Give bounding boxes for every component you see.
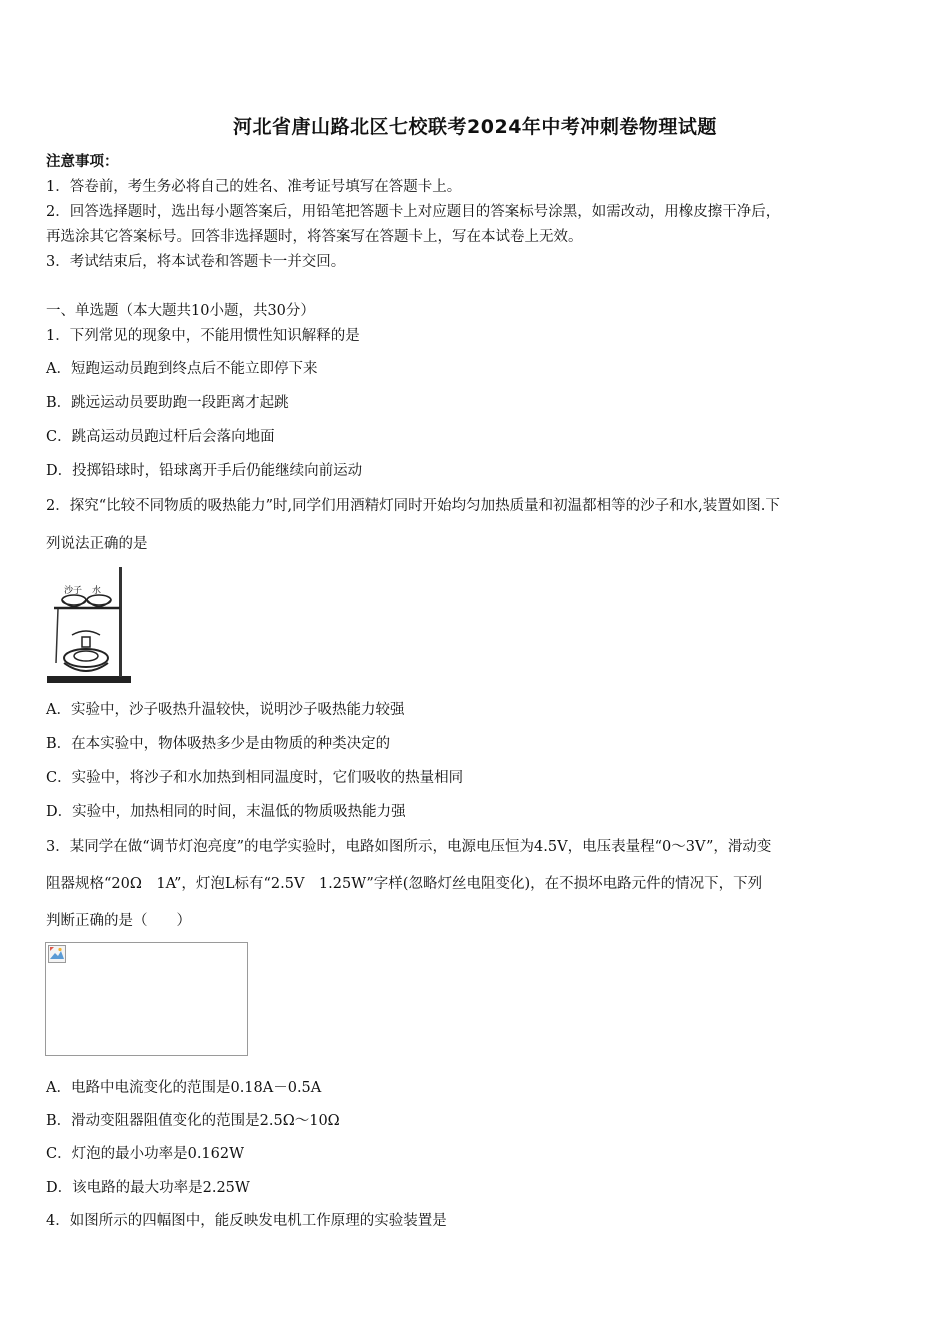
question-1-option-b: B．跳远运动员要助跑一段距离才起跳 [46, 395, 289, 411]
notice-heading: 注意事项： [46, 153, 119, 170]
question-1-stem: 1．下列常见的现象中，不能用惯性知识解释的是 [46, 328, 360, 344]
notice-item: 2．回答选择题时，选出每小题答案后，用铅笔把答题卡上对应题目的答案标号涂黑，如需改动，用橡皮擦干净后， [46, 204, 781, 220]
notice-item: 1．答卷前，考生务必将自己的姓名、准考证号填写在答题卡上。 [46, 179, 462, 195]
stand-rod [119, 567, 122, 677]
exam-title: 河北省唐山路北区七校联考2024年中考冲刺卷物理试题 [233, 116, 717, 138]
broken-image-icon [48, 945, 66, 963]
question-3-option-d: D．该电路的最大功率是2.25W [46, 1180, 250, 1196]
stand-base [47, 676, 131, 683]
question-2-option-a: A．实验中，沙子吸热升温较快，说明沙子吸热能力较强 [46, 702, 405, 718]
heating-apparatus-figure [44, 563, 134, 685]
circuit-figure-placeholder [45, 942, 248, 1056]
question-4-stem: 4．如图所示的四幅图中，能反映发电机工作原理的实验装置是 [46, 1213, 447, 1229]
question-2-stem-line-1: 2．探究“比较不同物质的吸热能力”时,同学们用酒精灯同时开始均匀加热质量和初温都相等的沙子和水,装置如图.下 [46, 498, 780, 514]
question-2-option-b: B．在本实验中，物体吸热多少是由物质的种类决定的 [46, 736, 391, 752]
question-3-option-a: A．电路中电流变化的范围是0.18A－0.5A [46, 1080, 322, 1096]
question-3-stem-line-1: 3．某同学在做“调节灯泡亮度”的电学实验时，电路如图所示，电源电压恒为4.5V，电压表量程“0～3V”，滑动变 [46, 839, 772, 855]
question-1-option-c: C．跳高运动员跑过杆后会落向地面 [46, 429, 275, 445]
alcohol-lamp-wick [82, 637, 90, 647]
question-2-stem-line-2: 列说法正确的是 [46, 536, 148, 552]
question-1-option-a: A．短跑运动员跑到终点后不能立即停下来 [46, 361, 318, 377]
question-3-stem-line-2: 阻器规格“20Ω 1A”，灯泡L标有“2.5V 1.25W”字样(忽略灯丝电阻变化)，在不损坏电路元件的情况下，下列 [46, 876, 763, 892]
label-sand: 沙子 [64, 586, 83, 596]
section-heading: 一、单选题（本大题共10小题，共30分） [46, 303, 315, 319]
notice-item: 3．考试结束后，将本试卷和答题卡一并交回。 [46, 254, 346, 270]
question-3-option-b: B．滑动变阻器阻值变化的范围是2.5Ω～10Ω [46, 1113, 340, 1129]
question-1-option-d: D．投掷铅球时，铅球离开手后仍能继续向前运动 [46, 463, 363, 479]
question-2-option-d: D．实验中，加热相同的时间，末温低的物质吸热能力强 [46, 804, 406, 820]
question-3-stem-line-3: 判断正确的是（ ） [46, 913, 191, 929]
label-water: 水 [92, 586, 102, 596]
notice-item: 再选涂其它答案标号。回答非选择题时，将答案写在答题卡上，写在本试卷上无效。 [46, 229, 583, 245]
question-3-option-c: C．灯泡的最小功率是0.162W [46, 1146, 245, 1162]
question-2-option-c: C．实验中，将沙子和水加热到相同温度时，它们吸收的热量相同 [46, 770, 464, 786]
